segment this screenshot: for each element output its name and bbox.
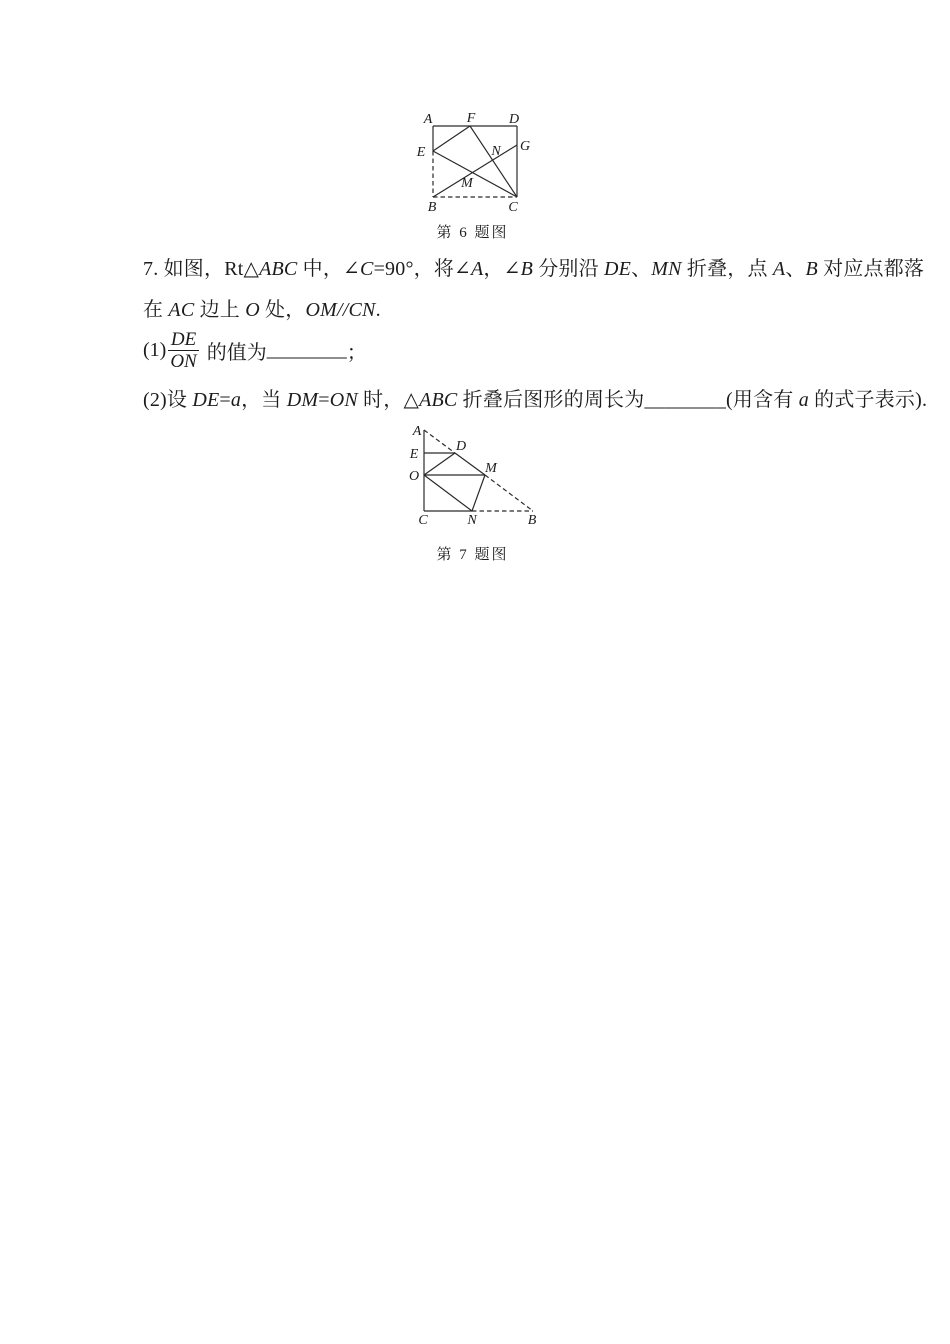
text-run: ，当 [241,389,287,411]
math-var: A [471,258,484,280]
text-run: 中，∠ [297,258,361,280]
fig6-label-F: F [466,111,476,126]
math-var: CN [348,299,376,321]
fig6-segment-EF [433,126,470,151]
math-var: a [798,389,809,411]
text-run: = [219,389,231,411]
math-var: C [360,258,374,280]
fig6-label-N: N [491,144,501,159]
math-var: DE [192,389,220,411]
problem7-part2 [143,389,927,412]
fig6-segment-BG [433,145,517,197]
text-run: ； [346,341,367,364]
math-var: ABC [419,389,458,411]
text-run: 折叠后图形的周长为 [457,389,645,411]
text-run: ，∠ [483,258,521,280]
math-var: a [230,389,242,411]
text-run: . [375,299,381,321]
figure6-caption: 第 6 题图 [436,225,509,241]
fig7-label-A: A [412,424,422,439]
math-var: ABC [259,258,298,280]
fig7-label-E: E [409,447,419,462]
text-run: 对应点都落 [817,258,925,280]
fig6-label-C: C [508,200,518,215]
problem7-stem-line1 [143,258,924,281]
text-run: 时，△ [357,389,420,411]
fig7-label-D: D [455,439,467,454]
text-run: =90°，将∠ [373,258,471,280]
math-var: AC [168,299,195,321]
parallel-symbol: // [336,299,349,321]
part1-number: (1) [143,338,167,361]
text-run: 、 [631,258,652,280]
fig7-label-B: B [527,513,537,525]
part2-number-and-text: (2)设 [143,389,193,411]
fig6-segment-EC [433,151,517,197]
text-run: 折叠，点 [681,258,773,280]
math-var: OM [305,299,337,321]
figure6 [405,106,540,242]
fraction-denominator: ON [170,351,197,372]
fig6-segment-FC [470,126,517,197]
figure7-diagram [395,420,550,525]
math-var: DM [286,389,319,411]
fig7-segment-MN [472,475,485,511]
fraction-DE-ON [167,330,199,370]
math-var: B [805,258,818,280]
fig7-label-O: O [408,469,420,484]
math-var: MN [651,258,682,280]
text-run: 处， [259,299,306,321]
fig6-label-B: B [427,200,437,215]
math-var: O [245,299,260,321]
fig7-label-M: M [485,461,497,476]
text-run: 在 [143,299,169,321]
text-run: 、 [785,258,806,280]
fig6-label-A: A [423,112,433,127]
text-run: 的式子表示). [808,389,928,411]
text-run: 边上 [194,299,246,321]
figure7 [395,420,550,564]
text-run: = [318,389,330,411]
fraction-numerator: DE [168,330,199,351]
math-var: ON [329,389,358,411]
figure7-caption: 第 7 题图 [436,547,509,563]
text-run: (用含有 [726,389,799,411]
fig7-label-C: C [418,513,428,525]
problem7-stem-line2 [143,299,381,322]
figure6-diagram [405,106,540,218]
text-run: 分别沿 [533,258,605,280]
fig6-label-G: G [519,139,531,154]
fig7-hypotenuse-AD-dashed [424,430,455,453]
answer-blank-1[interactable]: ________ [266,338,347,361]
fig6-label-M: M [461,176,473,191]
fig6-label-E: E [416,145,426,160]
fig7-hypotenuse-DM [455,453,485,475]
text-run: 7. 如图，Rt△ [143,258,260,280]
fig7-hypotenuse-MB-dashed [485,475,533,511]
math-var: DE [604,258,632,280]
math-var: B [520,258,534,280]
fig7-segment-ON [424,475,472,511]
fig6-label-D: D [508,112,520,127]
fig7-label-N: N [467,513,477,525]
fig7-segment-OD [424,453,455,475]
problem7-part1 [143,330,367,370]
math-var: A [772,258,786,280]
text-run: 的值为 [206,341,267,364]
answer-blank-2[interactable]: ________ [644,389,727,411]
